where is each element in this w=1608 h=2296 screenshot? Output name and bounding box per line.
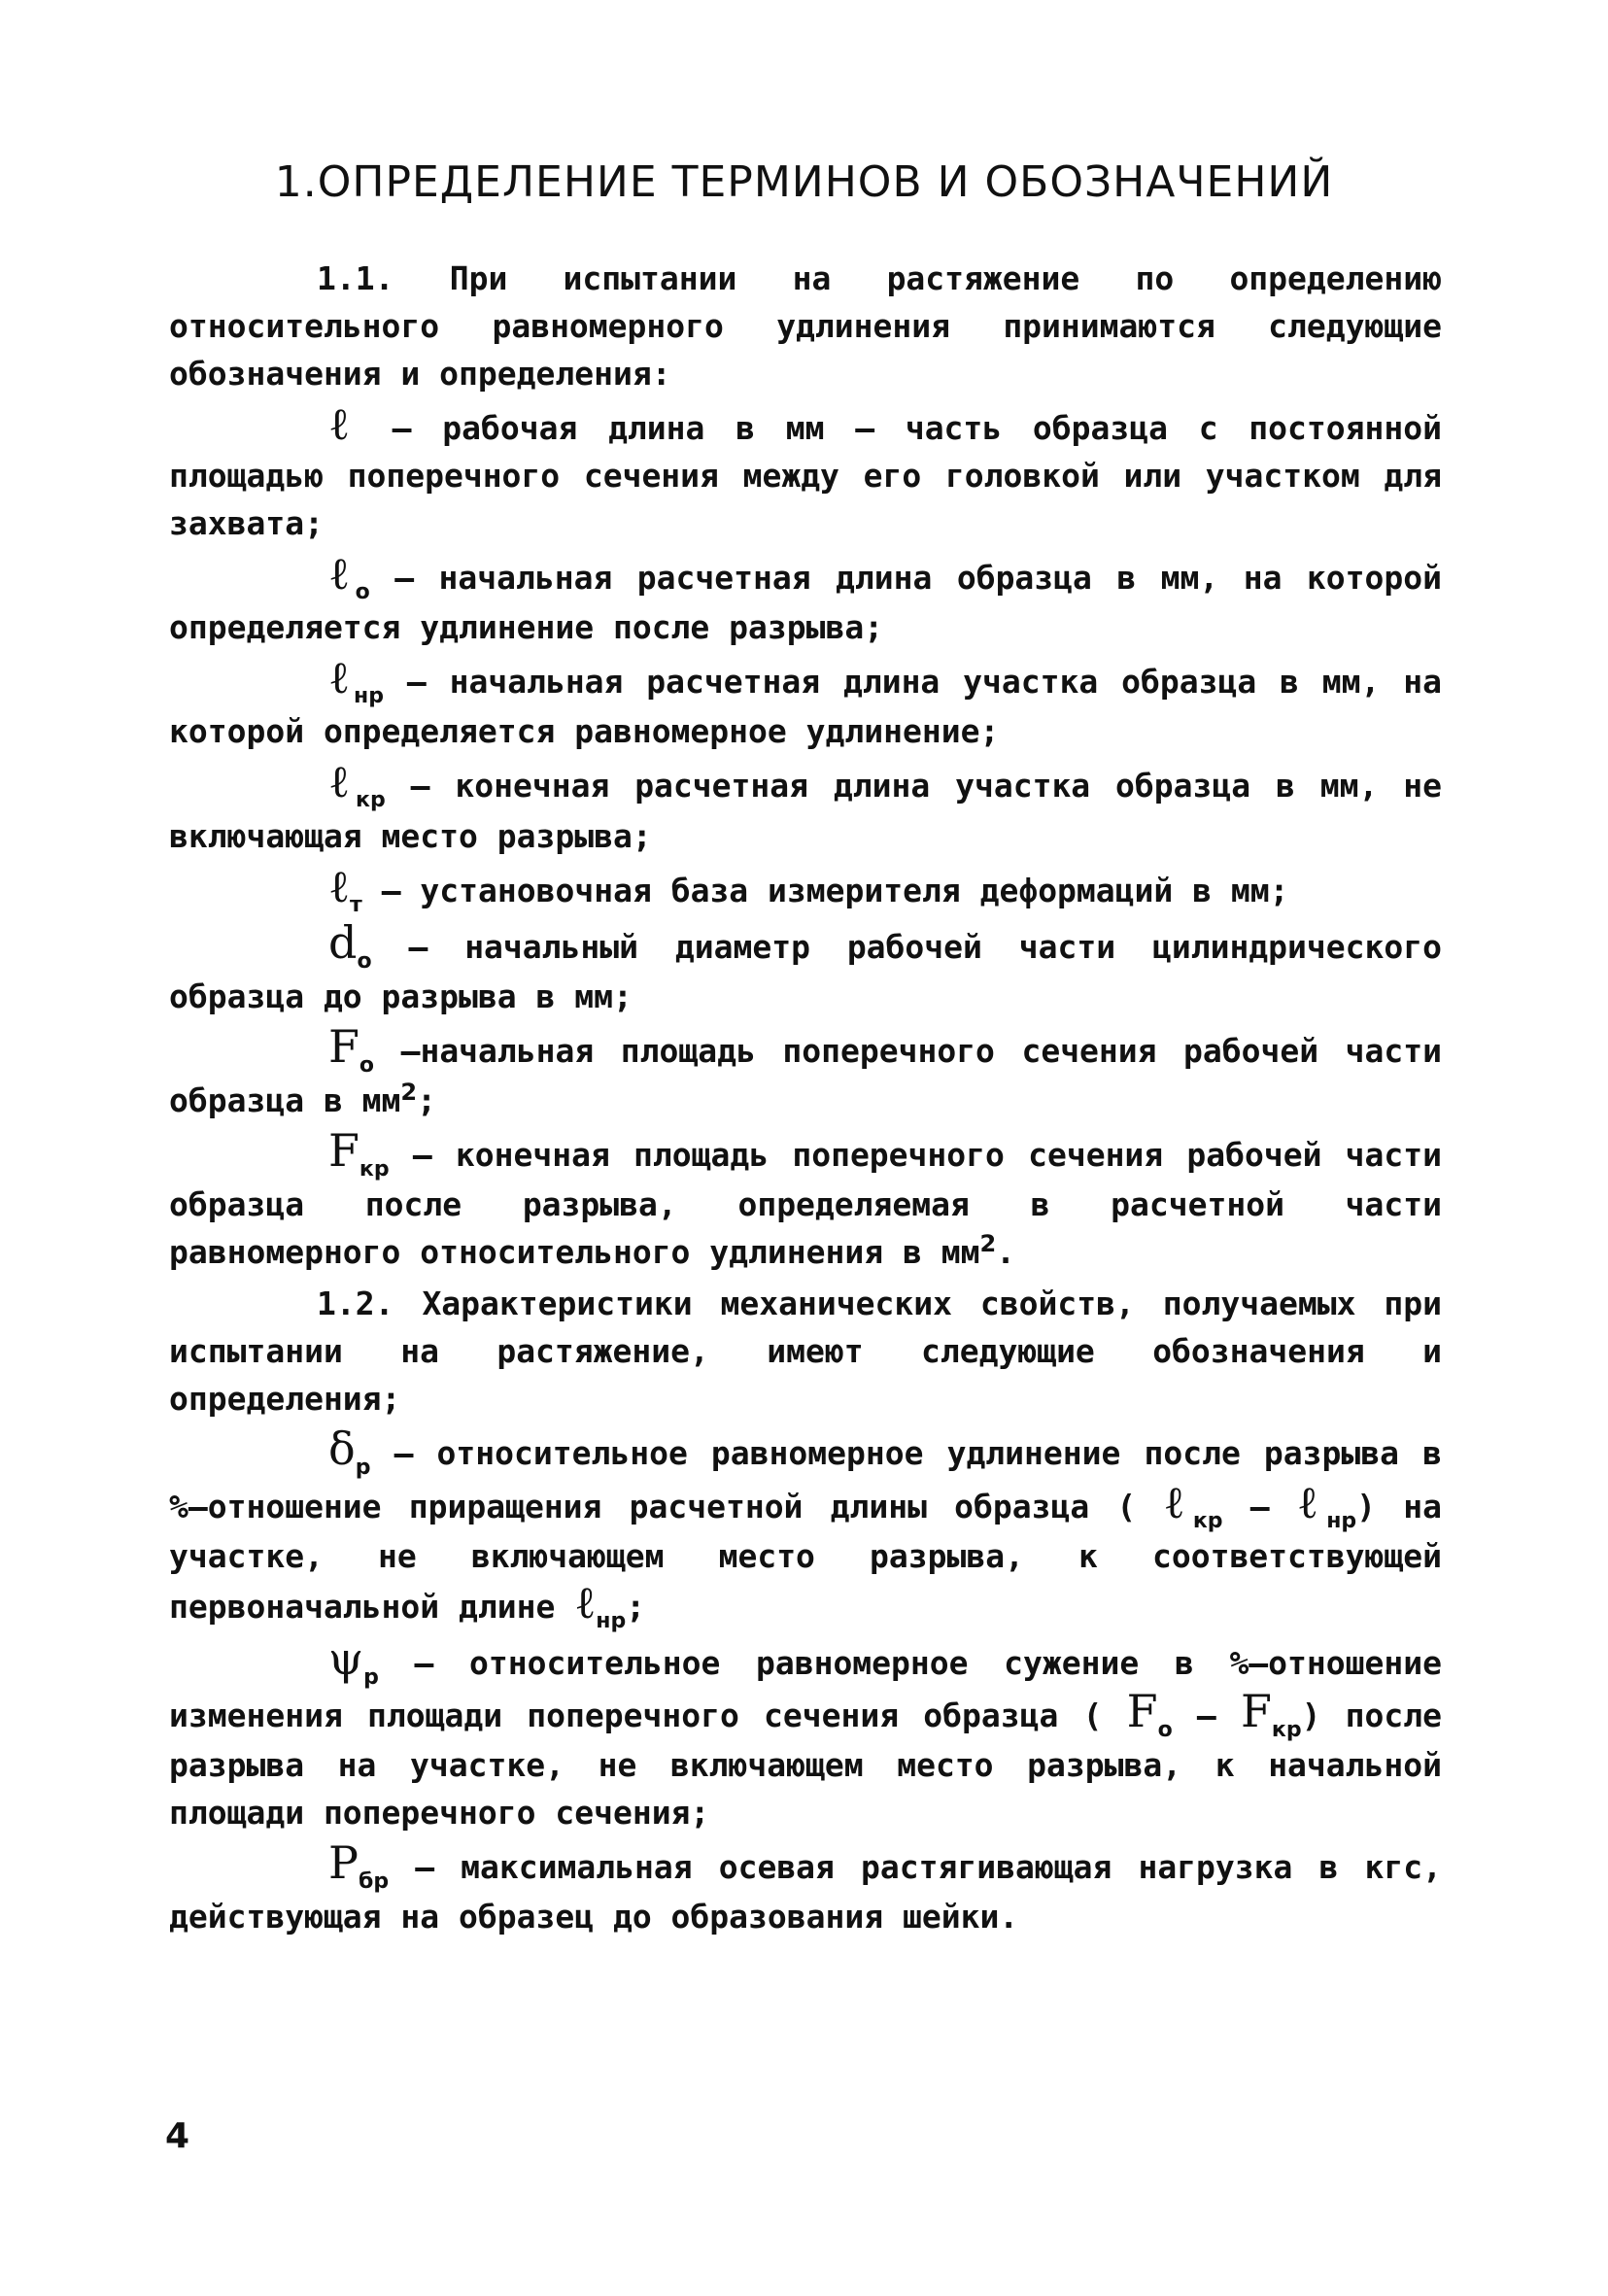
superscript: 2: [979, 1230, 997, 1258]
symbol-lt: ℓ$_т$: [328, 859, 362, 917]
definition-text: – рабочая длина в мм – часть образца с постоянной площадью поперечного сечения между его головкой или участком для захвата;: [169, 409, 1442, 542]
symbol-lkr: ℓ$_{кр}$: [328, 755, 386, 813]
symbol-l: ℓ: [328, 397, 361, 450]
definition-item: [169, 1631, 1442, 1836]
page-number: 4: [165, 2116, 190, 2156]
definition-text: – относительное равномерное удлинение после разрыва в %–отношение приращения расчетной длины образца (: [169, 1434, 1442, 1525]
symbol-d0: $d_о$: [328, 915, 372, 974]
paragraph-1-2: [169, 1280, 1442, 1422]
definition-text: – начальная расчетная длина участка образца в мм, на которой определяется равномерное удлинение;: [169, 663, 1442, 751]
definition-text: –начальная площадь поперечного сечения рабочей части образца в мм: [169, 1031, 1442, 1120]
symbol-lnr: ℓ$_{нр}$: [574, 1575, 627, 1633]
definition-item: [169, 755, 1442, 859]
definition-item: [169, 1019, 1442, 1124]
definition-item: [169, 859, 1442, 917]
symbol-f0: $F_о$: [1126, 1685, 1173, 1743]
symbol-lnr: ℓ$_{нр}$: [328, 651, 384, 709]
definition-text: – установочная база измерителя деформаций в мм;: [381, 871, 1289, 909]
definition-text: – конечная площадь поперечного сечения рабочей части образца после разрыва, определяемая в расчетной части равномерного относительного удлинения в мм: [169, 1136, 1442, 1272]
body-text: [169, 255, 1442, 1944]
definition-text: – максимальная осевая растягивающая нагрузка в кгс, действующая на образец до образования шейки.: [169, 1848, 1442, 1936]
definition-text: – конечная расчетная длина участка образца в мм, не включающая место разрыва;: [169, 767, 1442, 855]
minus-sign: –: [1196, 1696, 1216, 1735]
punctuation: ;: [417, 1081, 436, 1120]
section-heading: 1.ОПРЕДЕЛЕНИЕ ТЕРМИНОВ И ОБОЗНАЧЕНИЙ: [274, 157, 1334, 207]
symbol-lnr: ℓ$_{нр}$: [1296, 1475, 1357, 1533]
clause-number: 1.2.: [317, 1285, 394, 1323]
definition-text: – начальный диаметр рабочей части цилиндрического образца до разрыва в мм;: [169, 927, 1442, 1015]
symbol-fkr: $F_{кр}$: [328, 1124, 390, 1182]
minus-sign: –: [1249, 1487, 1270, 1525]
symbol-psi-r: $\psi_р$: [328, 1631, 379, 1691]
definition-item: [169, 915, 1442, 1020]
definition-item: [169, 1124, 1442, 1276]
definition-item: [169, 1422, 1442, 1633]
symbol-fkr: $F_{кр}$: [1240, 1685, 1302, 1743]
definition-text: ) на участке, не включающем место разрыва, к соответствующей первоначальной длине: [169, 1487, 1442, 1626]
symbol-l0: ℓ$_о$: [328, 547, 370, 605]
definition-text: – относительное равномерное сужение в %–отношение изменения площади поперечного сечения образца (: [169, 1643, 1442, 1735]
definition-text: – начальная расчетная длина образца в мм, на которой определяется удлинение после разрыва;: [169, 559, 1442, 647]
superscript: 2: [400, 1079, 418, 1107]
clause-number: 1.1.: [317, 259, 394, 297]
definition-item: [169, 651, 1442, 755]
definition-item: [169, 547, 1442, 651]
symbol-lkr: ℓ$_{кр}$: [1163, 1475, 1223, 1533]
clause-intro: При испытании на растяжение по определению относительного равномерного удлинения принимаются следующие обозначения и определения:: [169, 259, 1442, 393]
clause-intro: Характеристики механических свойств, получаемых при испытании на растяжение, имеют следующие обозначения и определения;: [169, 1285, 1442, 1419]
symbol-f0: $F_о$: [328, 1019, 375, 1079]
punctuation: ;: [626, 1587, 646, 1626]
punctuation: .: [996, 1233, 1016, 1272]
paragraph-1-1: [169, 255, 1442, 397]
definition-text: ) после разрыва на участке, не включающем место разрыва, к начальной площади поперечного сечения;: [169, 1696, 1442, 1833]
symbol-delta-r: $\delta_р$: [328, 1422, 371, 1481]
symbol-p-br: $P_{бр}$: [328, 1836, 390, 1895]
definition-item: [169, 397, 1442, 547]
definition-item: [169, 1836, 1442, 1940]
